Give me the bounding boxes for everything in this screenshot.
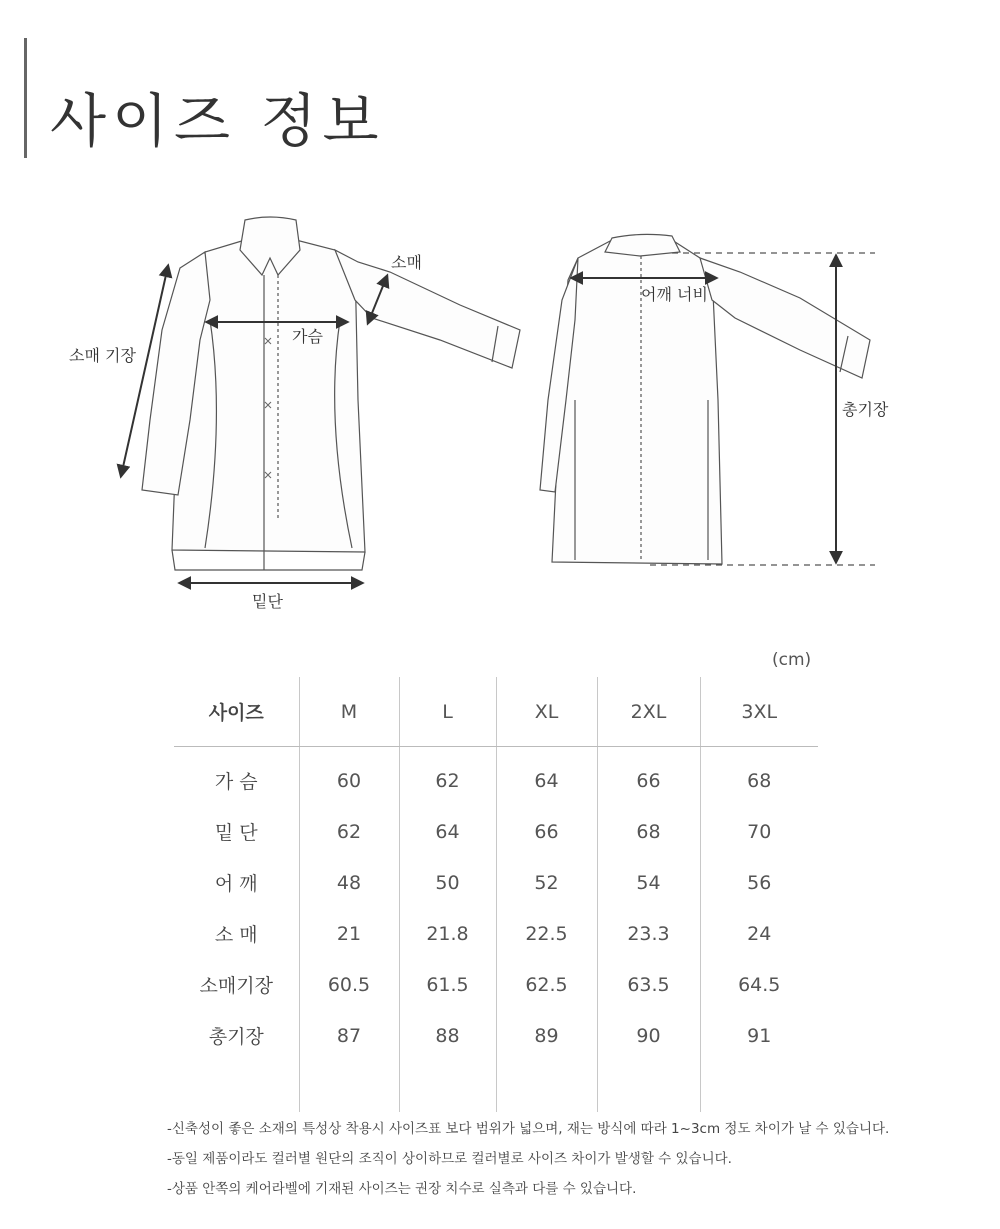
table-cell: 48	[299, 857, 399, 908]
header-cell: 사이즈	[174, 677, 299, 747]
table-cell: 64	[496, 747, 597, 807]
row-label: 가 슴	[214, 771, 258, 793]
table-cell: 60.5	[299, 959, 399, 1010]
row-label: 어 깨	[214, 873, 258, 895]
label-sleeve: 소매	[391, 253, 422, 272]
table-header-row	[174, 677, 818, 747]
table-cell: 90	[597, 1010, 700, 1061]
header-cell: L	[399, 677, 496, 747]
note-line: -동일 제품이라도 컬러별 원단의 조직이 상이하므로 컬러별로 사이즈 차이가 발생할 수 있습니다.	[167, 1151, 732, 1167]
table-row	[174, 959, 818, 1010]
table-cell: 24	[700, 908, 818, 959]
table-cell: 87	[299, 1010, 399, 1061]
label-sleeve-length: 소매 기장	[69, 346, 136, 365]
table-cell: 52	[496, 857, 597, 908]
header-cell: XL	[496, 677, 597, 747]
note-line: -상품 안쪽의 케어라벨에 기재된 사이즈는 권장 치수로 실측과 다를 수 있습니다.	[167, 1181, 637, 1197]
front-garment-drawing	[142, 217, 520, 570]
table-cell: 66	[597, 747, 700, 807]
table-cell: 23.3	[597, 908, 700, 959]
table-spacer-row	[174, 1061, 818, 1112]
table-cell: 61.5	[399, 959, 496, 1010]
note-line: -신축성이 좋은 소재의 특성상 착용시 사이즈표 보다 범위가 넓으며, 재는 방식에 따라 1~3cm 정도 차이가 날 수 있습니다.	[167, 1121, 890, 1137]
label-shoulder: 어깨 너비	[641, 285, 708, 304]
size-notes	[167, 1118, 889, 1208]
table-cell: 54	[597, 857, 700, 908]
header-cell: M	[299, 677, 399, 747]
row-label: 밑 단	[214, 822, 258, 844]
table-cell: 68	[700, 747, 818, 807]
table-cell: 62.5	[496, 959, 597, 1010]
table-cell: 60	[299, 747, 399, 807]
table-cell: 62	[299, 806, 399, 857]
table-cell: 56	[700, 857, 818, 908]
unit-label: (cm)	[772, 650, 812, 670]
table-cell: 63.5	[597, 959, 700, 1010]
table-cell: 66	[496, 806, 597, 857]
row-label: 총기장	[208, 1026, 264, 1048]
table-row	[174, 747, 818, 807]
table-row	[174, 857, 818, 908]
label-total-length: 총기장	[842, 400, 889, 419]
table-cell: 64.5	[700, 959, 818, 1010]
table-cell: 91	[700, 1010, 818, 1061]
header-cell: 3XL	[700, 677, 818, 747]
table-row	[174, 908, 818, 959]
table-cell: 89	[496, 1010, 597, 1061]
table-cell: 62	[399, 747, 496, 807]
table-cell: 70	[700, 806, 818, 857]
label-chest: 가슴	[292, 327, 323, 346]
table-cell: 68	[597, 806, 700, 857]
table-cell: 64	[399, 806, 496, 857]
table-row	[174, 1010, 818, 1061]
title-accent-bar	[24, 38, 27, 158]
table-cell: 21	[299, 908, 399, 959]
table-cell: 50	[399, 857, 496, 908]
garment-illustration	[0, 200, 1000, 620]
table-cell: 88	[399, 1010, 496, 1061]
row-label: 소매기장	[199, 975, 273, 997]
header-cell: 2XL	[597, 677, 700, 747]
size-table	[174, 677, 818, 1112]
label-hem: 밑단	[252, 592, 283, 611]
row-label: 소 매	[214, 924, 258, 946]
page-title: 사이즈 정보	[50, 87, 385, 155]
table-cell: 22.5	[496, 908, 597, 959]
table-row	[174, 806, 818, 857]
table-cell: 21.8	[399, 908, 496, 959]
back-garment-drawing	[540, 234, 870, 564]
